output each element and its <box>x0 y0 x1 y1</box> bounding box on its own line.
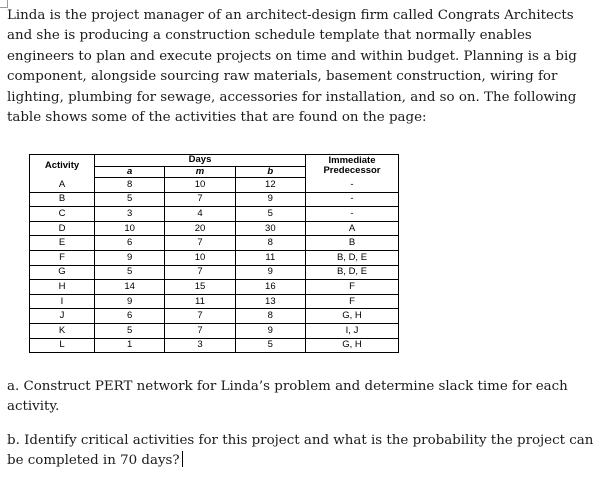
cell-m: 7 <box>165 236 235 251</box>
header-activity: Activity <box>30 155 95 178</box>
cell-a: 14 <box>95 280 165 295</box>
cell-activity: L <box>30 338 95 352</box>
cell-predecessor: F <box>306 280 399 295</box>
cell-predecessor: F <box>306 294 399 309</box>
header-b: b <box>235 166 305 178</box>
text-cursor <box>182 451 183 467</box>
cell-m: 7 <box>165 323 235 338</box>
cell-predecessor: B, D, E <box>306 265 399 280</box>
cell-predecessor: - <box>306 178 399 193</box>
cell-a: 6 <box>95 309 165 324</box>
header-days: Days <box>95 155 306 166</box>
cell-b: 11 <box>235 250 305 265</box>
cell-b: 8 <box>235 236 305 251</box>
cell-b: 9 <box>235 192 305 207</box>
cell-b: 9 <box>235 323 305 338</box>
table-row <box>30 207 398 222</box>
cell-a: 10 <box>95 221 165 236</box>
cell-b: 16 <box>235 280 305 295</box>
cell-a: 1 <box>95 338 165 352</box>
question-a: a. Construct PERT network for Linda’s problem and determine slack time for each activity. <box>7 379 568 415</box>
cell-activity: B <box>30 192 95 207</box>
cell-predecessor: - <box>306 207 399 222</box>
cell-m: 4 <box>165 207 235 222</box>
cell-activity: A <box>30 178 95 193</box>
cell-b: 5 <box>235 338 305 352</box>
table-row <box>30 265 398 280</box>
cell-activity: H <box>30 280 95 295</box>
cell-predecessor: - <box>306 192 399 207</box>
problem-statement: Linda is the project manager of an architect-design firm called Congrats Architects and she is producing a construction schedule template that normally enables engineers to plan and execute projects on time and within budget. Planning is a big component, alongside sourcing raw materials, basement construction, wiring for lighting, plumbing for sewage, accessories for installation, and so on. The following table shows some of the activities that are found on the page: <box>7 8 577 126</box>
activity-table-frame <box>29 154 399 353</box>
table-row <box>30 178 398 193</box>
cell-activity: I <box>30 294 95 309</box>
cell-m: 10 <box>165 178 235 193</box>
cell-a: 9 <box>95 250 165 265</box>
cell-a: 3 <box>95 207 165 222</box>
cell-predecessor: G, H <box>306 338 399 352</box>
cell-activity: J <box>30 309 95 324</box>
table-row <box>30 221 398 236</box>
header-immediate-predecessor: Immediate Predecessor <box>306 155 399 178</box>
table-row <box>30 250 398 265</box>
cell-a: 5 <box>95 192 165 207</box>
question-b[interactable] <box>7 431 603 472</box>
cell-b: 5 <box>235 207 305 222</box>
question-b-text: b. Identify critical activities for this project and what is the probability the project can be completed in 70 days? <box>7 433 594 469</box>
cell-activity: G <box>30 265 95 280</box>
cell-m: 15 <box>165 280 235 295</box>
header-m: m <box>165 166 235 178</box>
cell-b: 12 <box>235 178 305 193</box>
table-row <box>30 309 398 324</box>
table-row <box>30 280 398 295</box>
cell-a: 6 <box>95 236 165 251</box>
cell-activity: K <box>30 323 95 338</box>
cell-m: 7 <box>165 309 235 324</box>
cell-b: 30 <box>235 221 305 236</box>
cell-b: 13 <box>235 294 305 309</box>
table-row <box>30 323 398 338</box>
table-row <box>30 192 398 207</box>
cell-b: 9 <box>235 265 305 280</box>
table-row <box>30 236 398 251</box>
cell-m: 20 <box>165 221 235 236</box>
cell-m: 7 <box>165 265 235 280</box>
cell-m: 7 <box>165 192 235 207</box>
table-row <box>30 338 398 352</box>
cell-b: 8 <box>235 309 305 324</box>
cell-a: 9 <box>95 294 165 309</box>
cell-a: 5 <box>95 265 165 280</box>
cell-a: 5 <box>95 323 165 338</box>
cell-a: 8 <box>95 178 165 193</box>
table-row <box>30 294 398 309</box>
cell-predecessor: A <box>306 221 399 236</box>
cell-predecessor: B, D, E <box>306 250 399 265</box>
cell-m: 10 <box>165 250 235 265</box>
activity-table <box>30 155 398 352</box>
cell-predecessor: I, J <box>306 323 399 338</box>
cell-activity: E <box>30 236 95 251</box>
cell-activity: C <box>30 207 95 222</box>
cell-activity: D <box>30 221 95 236</box>
cell-activity: F <box>30 250 95 265</box>
header-a: a <box>95 166 165 178</box>
cell-predecessor: B <box>306 236 399 251</box>
cell-predecessor: G, H <box>306 309 399 324</box>
cell-m: 3 <box>197 339 203 351</box>
cell-m: 11 <box>165 294 235 309</box>
